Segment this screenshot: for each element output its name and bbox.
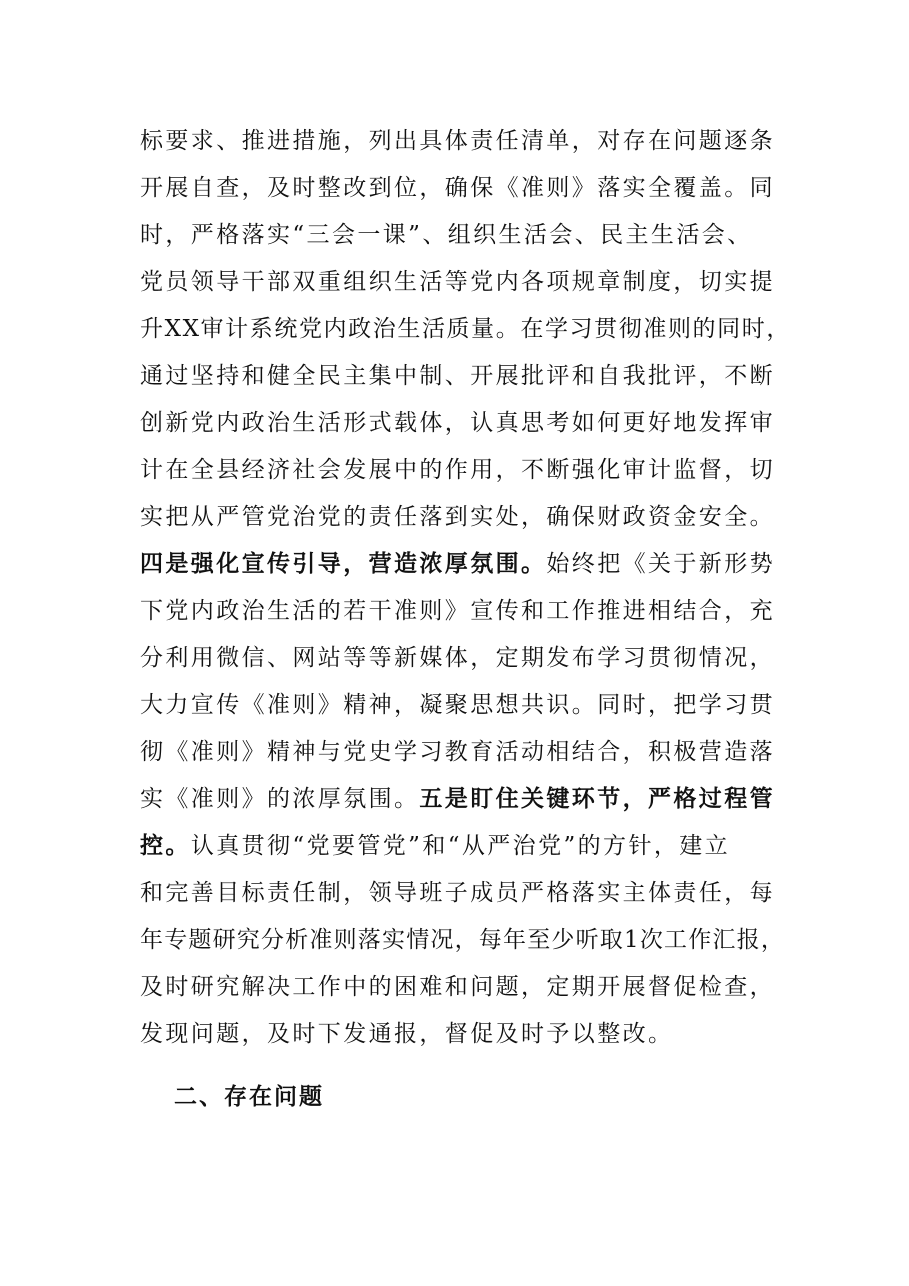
bold-lead-in: 四是强化宣传引导，营造浓厚氛围。 <box>140 551 547 577</box>
paragraph-line: 计在全县经济社会发展中的作用，不断强化审计监督，切 <box>140 457 775 483</box>
paragraph-line: 通过坚持和健全民主集中制、开展批评和自我批评，不断 <box>140 363 775 389</box>
paragraph-line: 发现问题，及时下发通报，督促及时予以整改。 <box>140 1021 674 1047</box>
paragraph-line: 控。认真贯彻“党要管党”和“从严治党”的方针，建立 <box>140 833 731 859</box>
paragraph-line: 开展自查，及时整改到位，确保《准则》落实全覆盖。同 <box>140 175 775 201</box>
paragraph-line: 党员领导干部双重组织生活等党内各项规章制度，切实提 <box>140 269 775 295</box>
paragraph-line: 升XX审计系统党内政治生活质量。在学习贯彻准则的同时， <box>140 316 791 342</box>
paragraph-line: 大力宣传《准则》精神，凝聚思想共识。同时，把学习贯 <box>140 692 775 718</box>
paragraph-line: 下党内政治生活的若干准则》宣传和工作推进相结合，充 <box>140 598 775 624</box>
paragraph-line: 时，严格落实“三会一课”、组织生活会、民主生活会、 <box>140 222 753 248</box>
bold-lead-in: 控。 <box>140 833 191 859</box>
paragraph-line: 标要求、推进措施，列出具体责任清单，对存在问题逐条 <box>140 128 775 154</box>
paragraph-line: 及时研究解决工作中的困难和问题，定期开展督促检查， <box>140 974 775 1000</box>
paragraph-line: 四是强化宣传引导，营造浓厚氛围。始终把《关于新形势 <box>140 551 776 577</box>
paragraph-line: 彻《准则》精神与党史学习教育活动相结合，积极营造落 <box>140 739 775 765</box>
paragraph-line: 实把从严管党治党的责任落到实处，确保财政资金安全。 <box>140 504 775 530</box>
paragraph-line: 年专题研究分析准则落实情况，每年至少听取1次工作汇报， <box>140 927 786 953</box>
paragraph-line: 创新党内政治生活形式载体，认真思考如何更好地发挥审 <box>140 410 775 436</box>
bold-lead-in: 五是盯住关键环节，严格过程管 <box>419 786 776 812</box>
paragraph-line: 和完善目标责任制，领导班子成员严格落实主体责任，每 <box>140 880 775 906</box>
section-heading: 二、存在问题 <box>174 1084 324 1110</box>
paragraph-line: 分利用微信、网站等等新媒体，定期发布学习贯彻情况， <box>140 645 775 671</box>
paragraph-line: 实《准则》的浓厚氛围。五是盯住关键环节，严格过程管 <box>140 786 776 812</box>
